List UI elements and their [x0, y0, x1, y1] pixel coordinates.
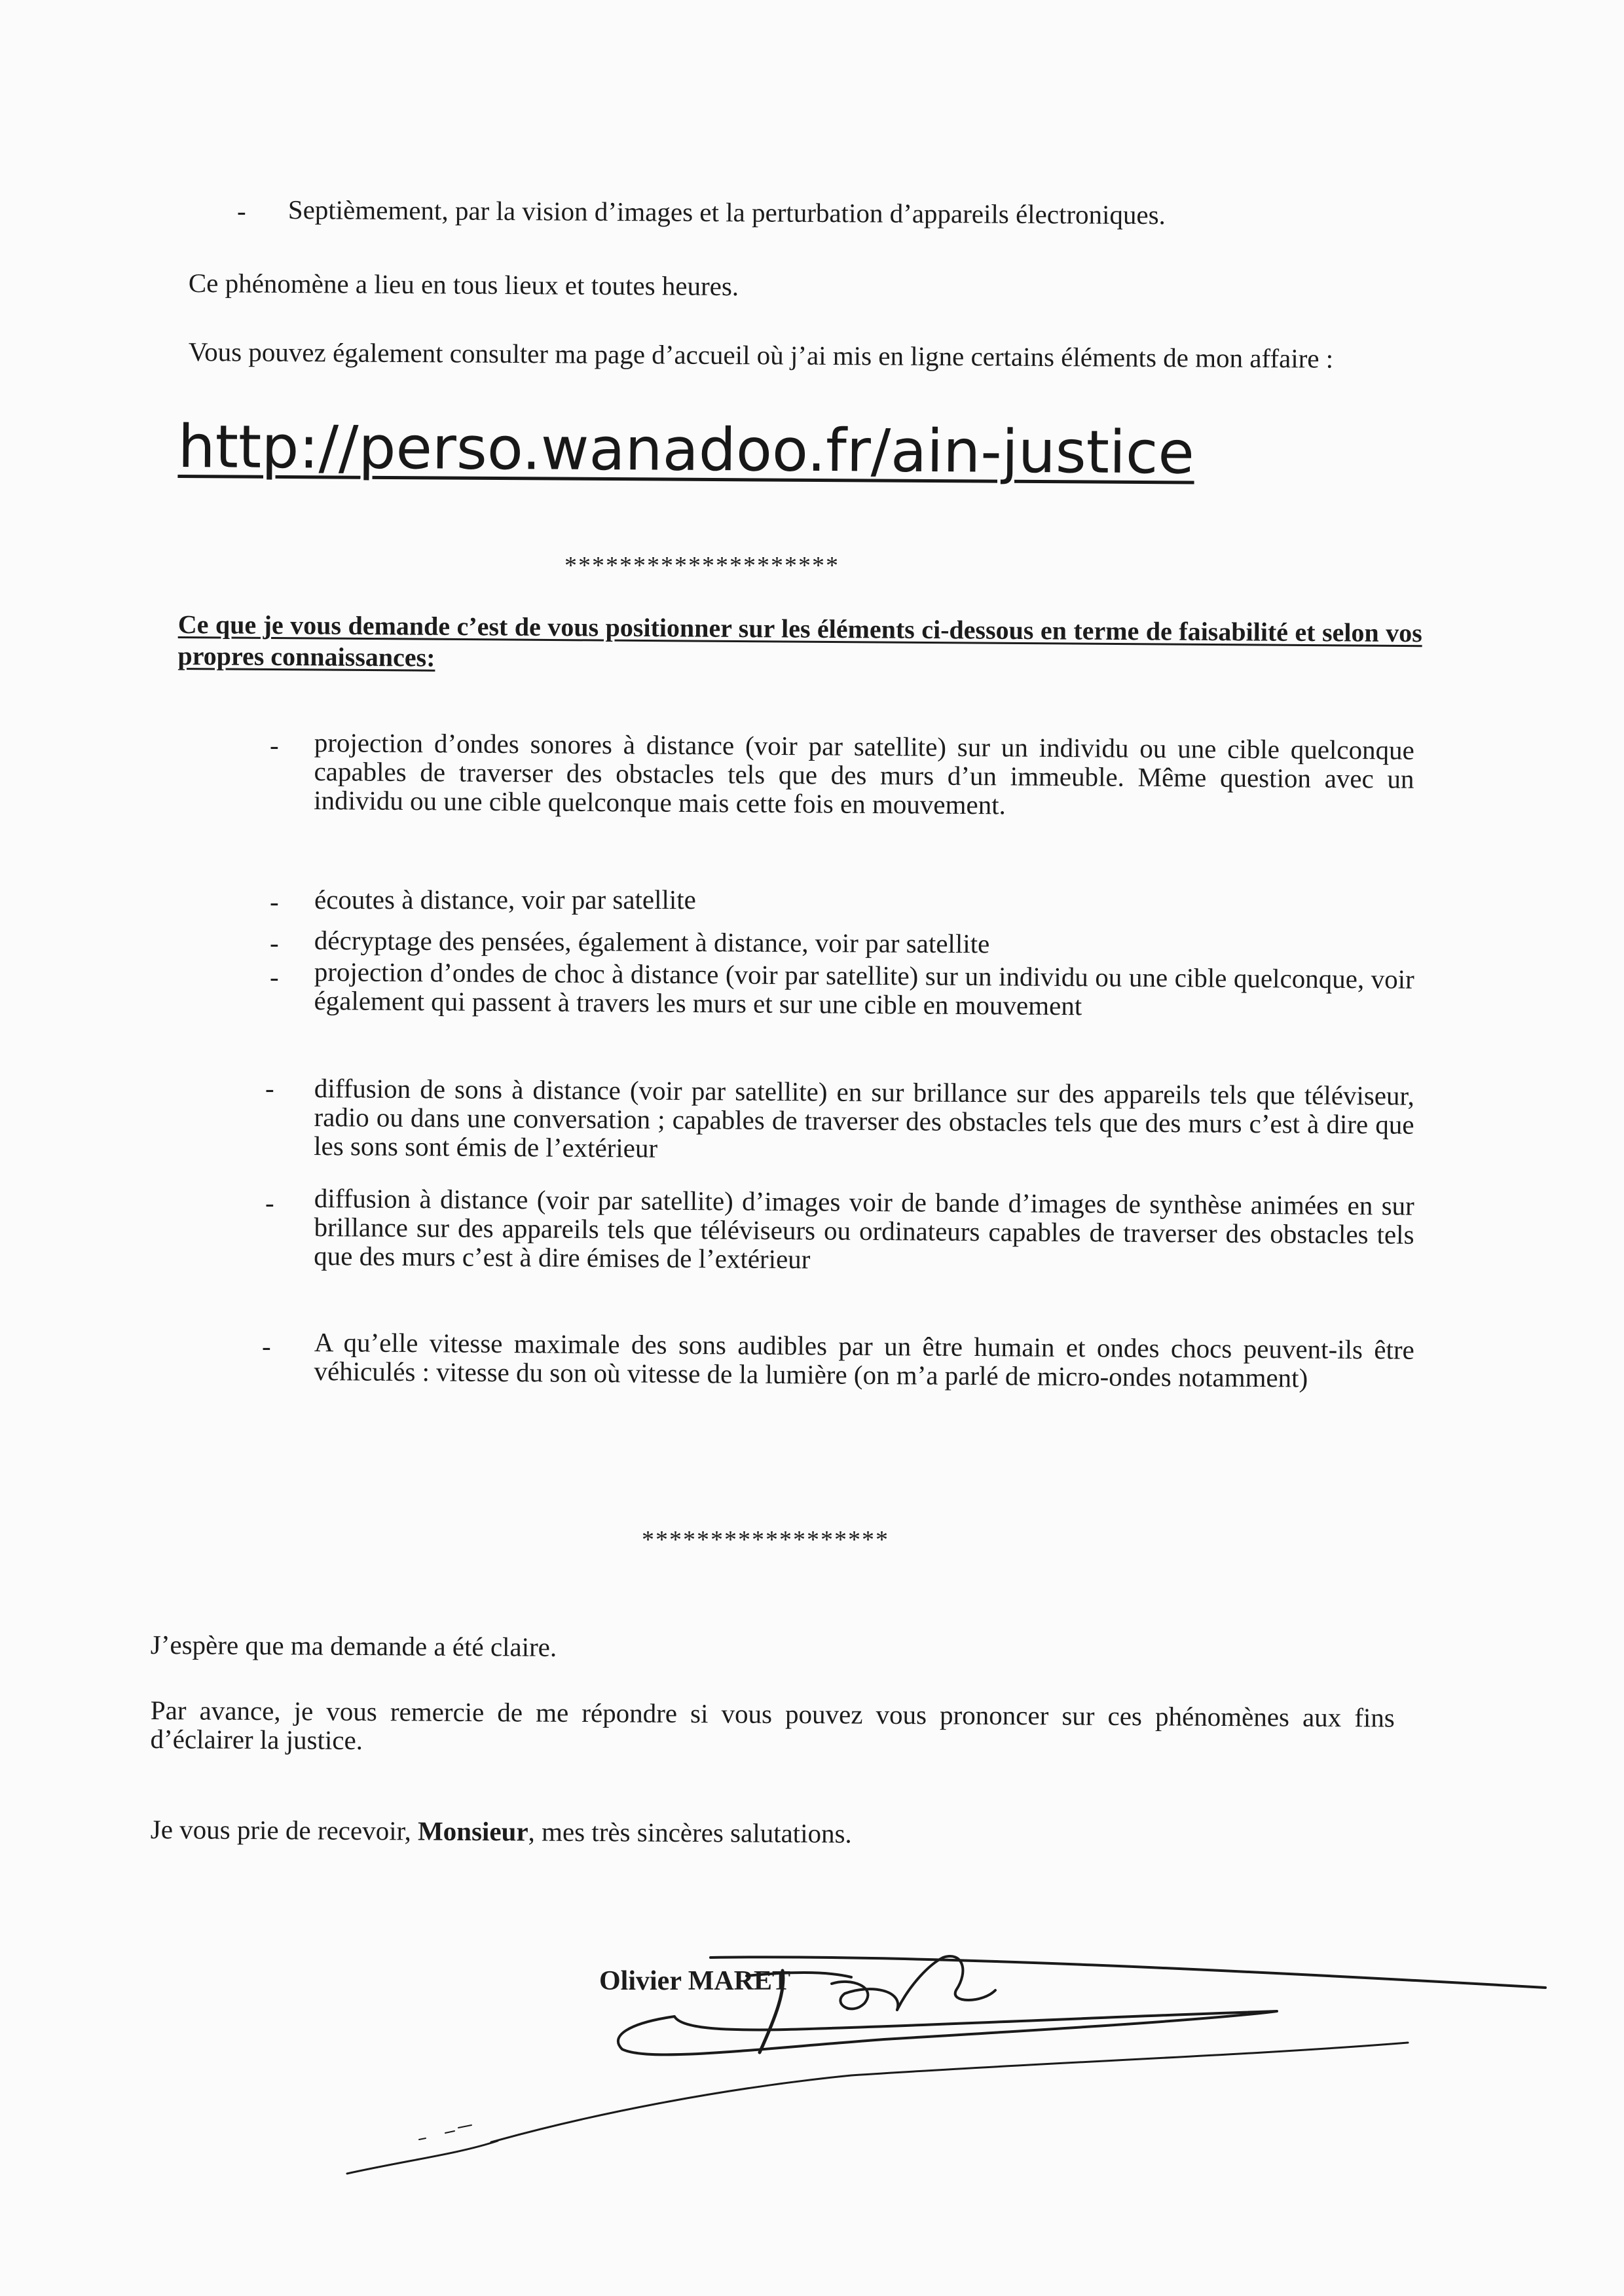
- closing-hope: J’espère que ma demande a été claire.: [150, 1630, 557, 1662]
- question-item: écoutes à distance, voir par satellite: [314, 884, 696, 915]
- separator-top: ********************: [564, 552, 840, 579]
- question-item: projection d’ondes sonores à distance (voir par satellite) sur un individu ou une cible quelconque capables de traverser des obstacles tels que des murs d’un immeuble. Même question avec un individu ou une cible quelconque mais cette fois en mouvement.: [314, 727, 1414, 820]
- question-marker: -: [265, 1188, 274, 1218]
- separator-bottom: ******************: [642, 1526, 889, 1554]
- question-marker: -: [265, 1073, 274, 1103]
- question-marker: -: [262, 1331, 271, 1361]
- request-heading: Ce que je vous demande c’est de vous positionner sur les éléments ci-dessous en terme de faisabilité et selon vos propres connaissances:: [177, 610, 1422, 672]
- salutation-prefix: Je vous prie de recevoir,: [150, 1814, 418, 1846]
- intro-bullet-text: Septièmement, par la vision d’images et la perturbation d’appareils électroniques.: [287, 194, 1166, 230]
- question-item: décryptage des pensées, également à distance, voir par satellite: [314, 925, 990, 959]
- question-marker: -: [270, 928, 279, 958]
- question-marker: -: [270, 730, 279, 760]
- question-item: diffusion de sons à distance (voir par satellite) en sur brillance sur des appareils tels que téléviseur, radio ou dans une conversation ; capables de traverser des obstacles tels que des murs c’est à dire que les sons sont émis de l’extérieur: [314, 1073, 1414, 1163]
- homepage-sentence: Vous pouvez également consulter ma page d’accueil où j’ai mis en ligne certains éléments de mon affaire :: [188, 337, 1334, 374]
- homepage-url[interactable]: http://perso.wanadoo.fr/ain-justice: [177, 412, 1195, 488]
- salutation-title: Monsieur: [417, 1815, 528, 1847]
- question-item: projection d’ondes de choc à distance (voir par satellite) sur un individu ou une cible quelconque, voir également qui passent à travers les murs et sur une cible en mouvement: [314, 957, 1414, 1021]
- question-item: A qu’elle vitesse maximale des sons audibles par un être humain et ondes chocs peuvent-ils être véhiculés : vitesse du son où vitesse de la lumière (on m’a parlé de micro-ondes notamment): [314, 1327, 1414, 1393]
- question-marker: -: [270, 886, 279, 917]
- closing-thanks: Par avance, je vous remercie de me répondre si vous pouvez vous prononcer sur ces phénomènes aux fins d’éclairer la justice.: [150, 1695, 1395, 1755]
- phenomenon-line: Ce phénomène a lieu en tous lieux et toutes heures.: [188, 268, 739, 302]
- signature-name: Olivier MARET: [599, 1966, 791, 1996]
- salutation-suffix: , mes très sincères salutations.: [528, 1816, 852, 1849]
- question-item: diffusion à distance (voir par satellite) d’images voir de bande d’images de synthèse animées en sur brillance sur des appareils tels que téléviseurs ou ordinateurs capables de traverser des obstacles tels que des murs c’est à dire émises de l’extérieur: [314, 1183, 1414, 1275]
- question-marker: -: [270, 962, 279, 992]
- bullet-marker: -: [237, 196, 246, 226]
